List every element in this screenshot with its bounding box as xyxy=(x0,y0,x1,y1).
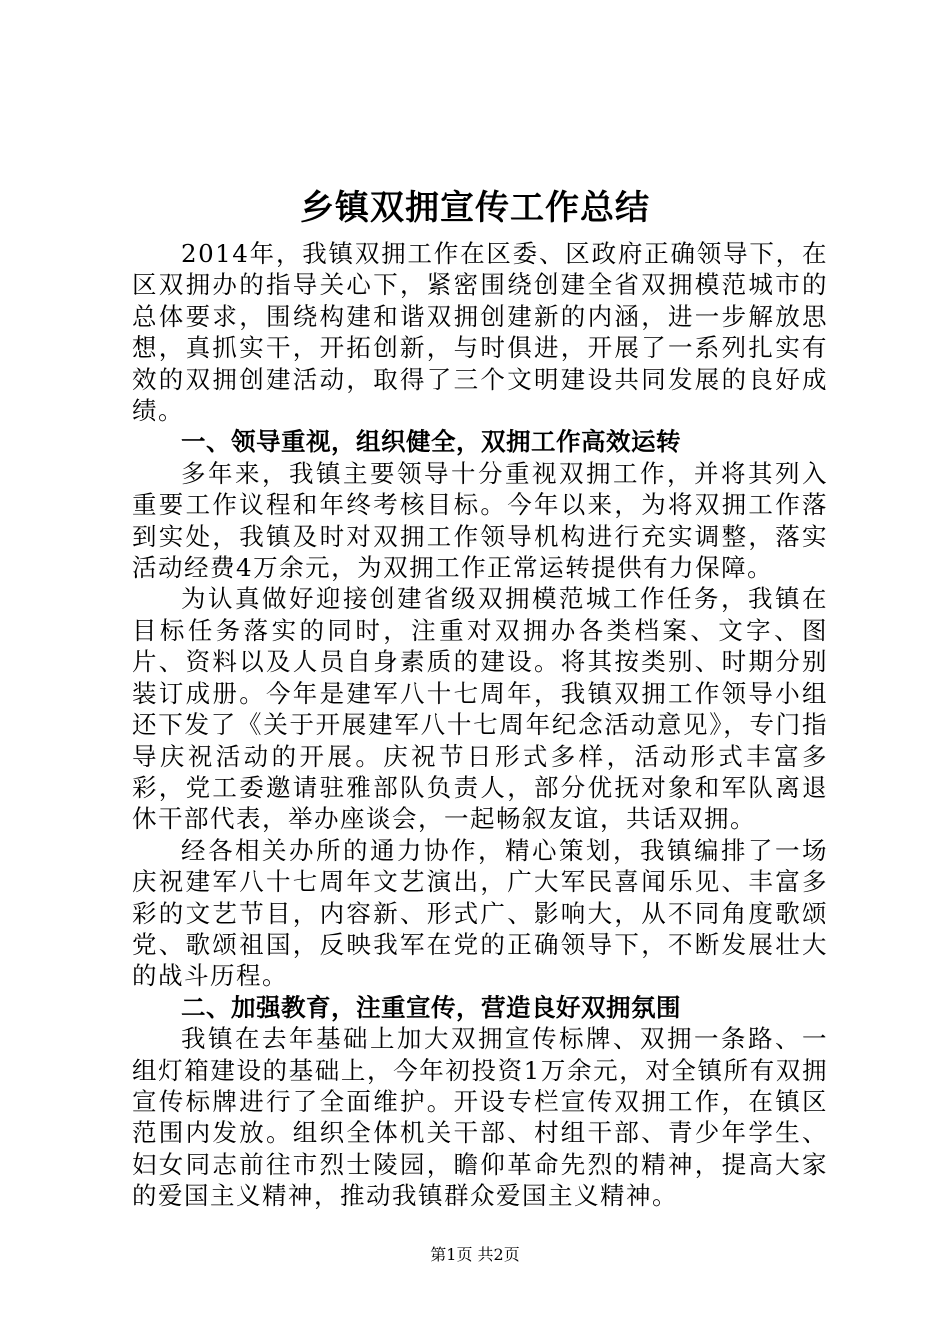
section-heading-2: 二、加强教育，注重宣传，营造良好双拥氛围 xyxy=(181,992,681,1022)
page-footer: 第1页 共2页 xyxy=(430,1245,520,1264)
section-2-paragraph-1: 我镇在去年基础上加大双拥宣传标牌、双拥一条路、一组灯箱建设的基础上，今年初投资1万余元，对全镇所有双拥宣传标牌进行了全面维护。开设专栏宣传双拥工作，在镇区范围内发放。组织全体机关干部、村组干部、青少年学生、妇女同志前往市烈士陵园，瞻仰革命先烈的精神，提高大家的爱国主义精神，推动我镇群众爱国主义精神。 xyxy=(132,1024,828,1211)
section-1-paragraph-3: 经各相关办所的通力协作，精心策划，我镇编排了一场庆祝建军八十七周年文艺演出，广大军民喜闻乐见、丰富多彩的文艺节目，内容新、形式广、影响大，从不同角度歌颂党、歌颂祖国，反映我军在党的正确领导下，不断发展壮大的战斗历程。 xyxy=(132,835,828,991)
section-heading-1: 一、领导重视，组织健全，双拥工作高效运转 xyxy=(181,427,681,457)
document-body xyxy=(132,238,828,1212)
section-1-paragraph-2: 为认真做好迎接创建省级双拥模范城工作任务，我镇在目标任务落实的同时，注重对双拥办各类档案、文字、图片、资料以及人员自身素质的建设。将其按类别、时期分别装订成册。今年是建军八十七周年，我镇双拥工作领导小组还下发了《关于开展建军八十七周年纪念活动意见》，专门指导庆祝活动的开展。庆祝节日形式多样，活动形式丰富多彩，党工委邀请驻雅部队负责人，部分优抚对象和军队离退休干部代表，举办座谈会，一起畅叙友谊，共话双拥。 xyxy=(132,584,828,834)
section-1-paragraph-1: 多年来，我镇主要领导十分重视双拥工作，并将其列入重要工作议程和年终考核目标。今年以来，为将双拥工作落到实处，我镇及时对双拥工作领导机构进行充实调整，落实活动经费4万余元，为双拥工作正常运转提供有力保障。 xyxy=(132,458,828,583)
intro-paragraph: 2014年，我镇双拥工作在区委、区政府正确领导下，在区双拥办的指导关心下，紧密围绕创建全省双拥模范城市的总体要求，围绕构建和谐双拥创建新的内涵，进一步解放思想，真抓实干，开拓创新，与时俱进，开展了一系列扎实有效的双拥创建活动，取得了三个文明建设共同发展的良好成绩。 xyxy=(132,239,828,426)
document-title: 乡镇双拥宣传工作总结 xyxy=(300,188,650,228)
